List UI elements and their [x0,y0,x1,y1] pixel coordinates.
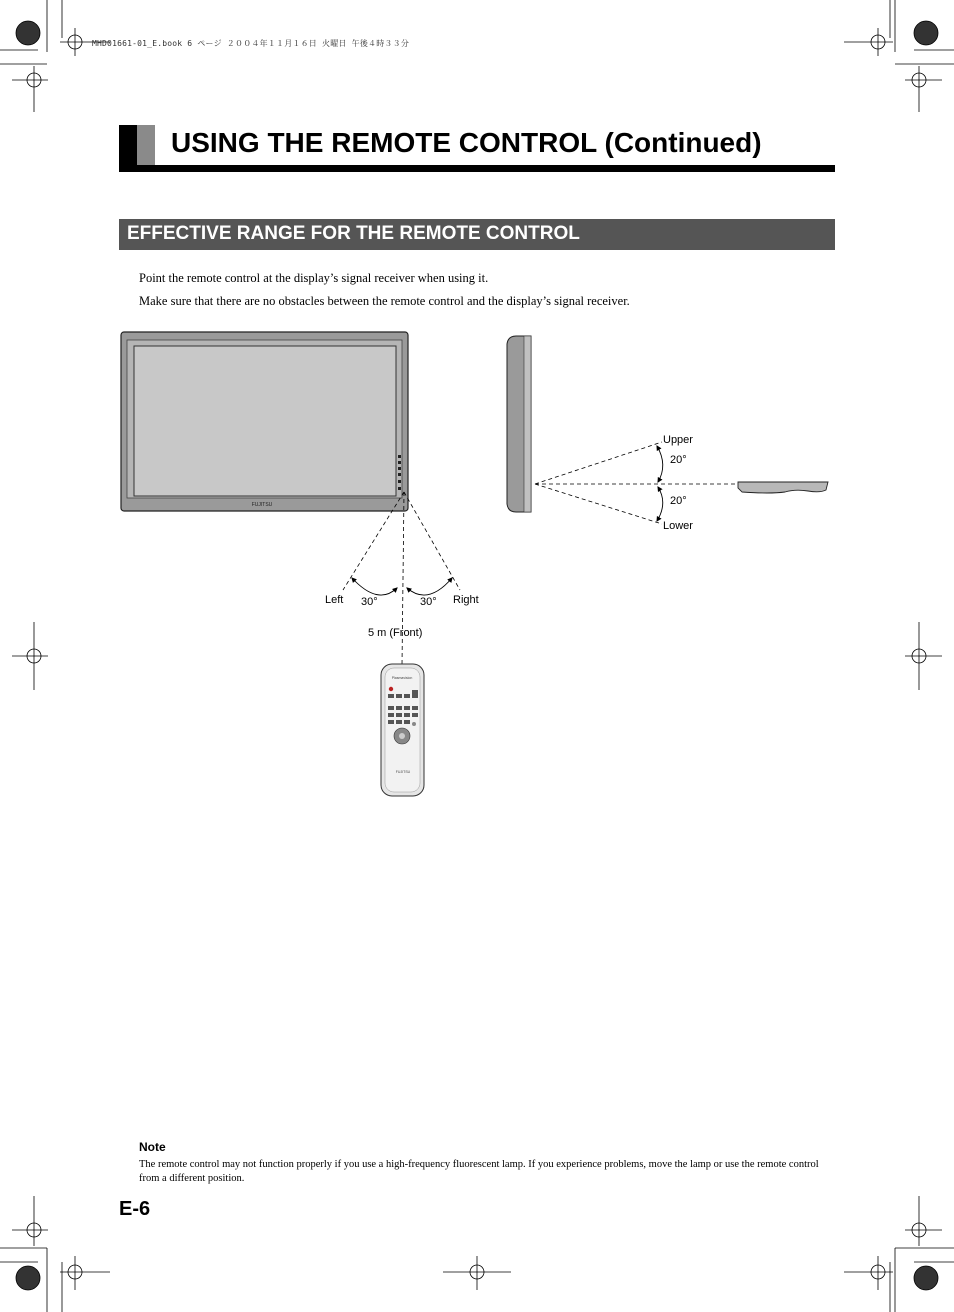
page-title: USING THE REMOTE CONTROL (Continued) [171,127,762,158]
upper-label: Upper [663,434,693,446]
upper-angle-label: 20° [670,454,687,466]
right-angle-label: 30° [420,596,437,608]
display-logo: FUJITSU [251,502,273,508]
remote-control-front-view [381,664,424,796]
display-side-view [507,336,531,512]
section-title: EFFECTIVE RANGE FOR THE REMOTE CONTROL [127,223,580,244]
instruction-paragraph-1: Point the remote control at the display’s signal receiver when using it. [139,271,489,285]
remote-logo: FUJITSU [395,770,411,774]
right-label: Right [453,594,479,606]
remote-brand: Plasmavision [391,676,413,680]
display-front-view [121,332,408,511]
note-heading: Note [139,1140,166,1154]
page-number: E-6 [119,1198,151,1220]
print-header-meta: MHD01661-01_E.book 6 ページ ２００４年１１月１６日 火曜日 午後４時３３分 [92,39,410,48]
lower-label: Lower [663,520,693,532]
instruction-paragraph-2: Make sure that there are no obstacles between the remote control and the display’s signal receiver. [139,294,630,308]
front-distance-label: 5 m (Front) [368,627,423,639]
lower-angle-label: 20° [670,495,687,507]
left-angle-label: 30° [361,596,378,608]
left-label: Left [325,594,344,606]
remote-side-view [738,482,828,493]
note-text: The remote control may not function properly if you use a high-frequency fluorescent lamp. If you experience problems, move the lamp or use the remote control from a different position. [139,1159,819,1184]
